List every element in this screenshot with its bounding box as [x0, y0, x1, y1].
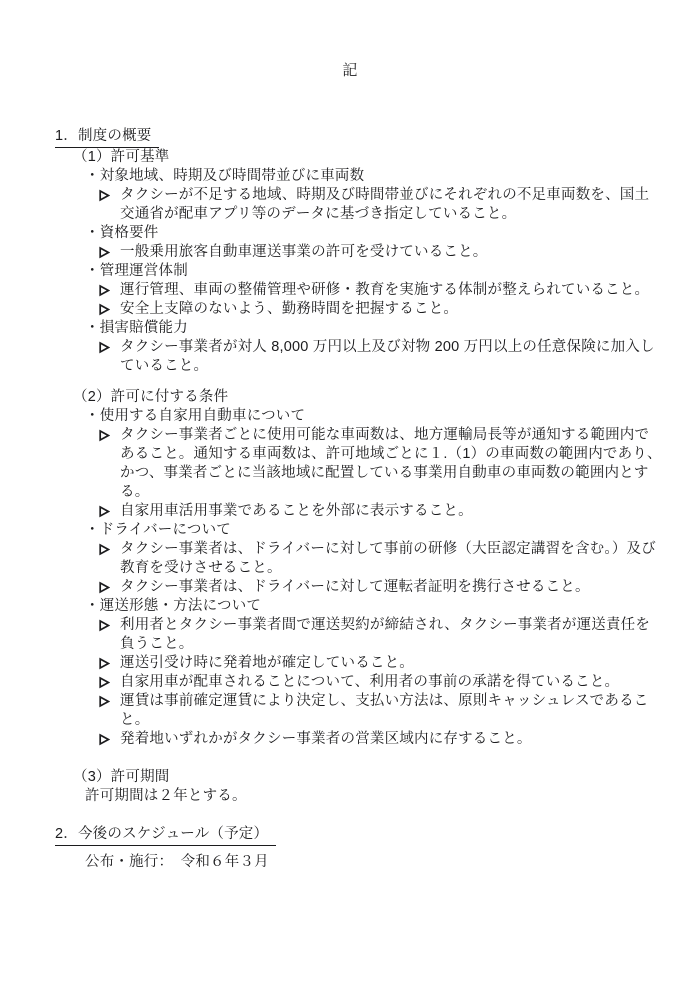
arrow-bullet-icon	[98, 284, 110, 297]
arrow-list-item	[98, 281, 700, 300]
arrow-bullet-icon	[98, 676, 110, 689]
continuation-line: る。	[120, 484, 150, 500]
arrow-bullet-icon	[98, 581, 110, 594]
arrow-item-text: 運賃は事前確定運賃により決定し、支払い方法は、原則キャッシュレスであるこ	[120, 693, 649, 709]
arrow-item-text: 発着地いずれかがタクシー事業者の営業区域内に存すること。	[120, 731, 532, 747]
arrow-item-text: 安全上支障のないよう、勤務時間を把握すること。	[120, 301, 459, 317]
continuation-line: 交通省が配車アプリ等のデータに基づき指定していること。	[120, 206, 517, 222]
arrow-bullet-icon	[98, 695, 110, 708]
section-2-heading	[55, 825, 700, 846]
arrow-bullet-icon	[98, 619, 110, 632]
bullet-line: ・対象地域、時期及び時間帯並びに車両数	[85, 168, 365, 184]
arrow-bullet-icon	[98, 341, 110, 354]
arrow-list-item	[98, 186, 700, 205]
arrow-item-text: タクシー事業者は、ドライバーに対して事前の研修（大臣認定講習を含む。）及び	[120, 541, 656, 557]
arrow-item-text: 自家用車活用事業であることを外部に表示すること。	[120, 503, 473, 519]
body-line: 公布・施行： 令和６年３月	[85, 854, 269, 870]
continuation-line: かつ、事業者ごとに当該地域に配置している事業用自動車の車両数の範囲内とす	[120, 465, 649, 481]
continuation-line: 負うこと。	[120, 636, 194, 652]
arrow-item-text: タクシー事業者は、ドライバーに対して運転者証明を携行させること。	[120, 579, 590, 595]
arrow-list-item	[98, 502, 700, 521]
arrow-bullet-icon	[98, 303, 110, 316]
section-2-heading-text: 2．今後のスケジュール（予定）	[55, 825, 276, 846]
arrow-list-item	[98, 654, 700, 673]
arrow-bullet-icon	[98, 429, 110, 442]
continuation-line: と。	[120, 712, 150, 728]
continuation-line: ていること。	[120, 358, 209, 374]
arrow-list-item	[98, 300, 700, 319]
continuation-line: 教育を受けさせること。	[120, 560, 282, 576]
bullet-line: ・管理運営体制	[85, 263, 188, 279]
subsection-1-heading: （1）許可基準	[73, 149, 170, 165]
arrow-list-item	[98, 243, 700, 262]
arrow-list-item	[98, 338, 700, 357]
arrow-list-item	[98, 673, 700, 692]
arrow-bullet-icon	[98, 733, 110, 746]
arrow-item-text: タクシー事業者が対人 8,000 万円以上及び対物 200 万円以上の任意保険に加入し	[120, 339, 655, 355]
arrow-bullet-icon	[98, 657, 110, 670]
subsection-3-heading: （3）許可期間	[73, 769, 170, 785]
arrow-list-item	[98, 578, 700, 597]
subsection-2-heading: （2）許可に付する条件	[73, 389, 229, 405]
bullet-line: ・ドライバーについて	[85, 522, 231, 538]
arrow-item-text: 自家用車が配車されることについて、利用者の事前の承諾を得ていること。	[120, 674, 620, 690]
doc-title: 記	[342, 62, 358, 79]
arrow-list-item	[98, 692, 700, 711]
arrow-item-text: 運行管理、車両の整備管理や研修・教育を実施する体制が整えられていること。	[120, 282, 650, 298]
bullet-line: ・使用する自家用自動車について	[85, 408, 306, 424]
arrow-list-item	[98, 616, 700, 635]
arrow-bullet-icon	[98, 246, 110, 259]
arrow-list-item	[98, 540, 700, 559]
bullet-line: ・損害賠償能力	[85, 320, 188, 336]
arrow-item-text: 一般乗用旅客自動車運送事業の許可を受けていること。	[120, 244, 488, 260]
bullet-line: ・資格要件	[85, 225, 159, 241]
bullet-line: ・運送形態・方法について	[85, 598, 262, 614]
body-line: 許可期間は２年とする。	[85, 788, 247, 804]
arrow-item-text: 運送引受け時に発着地が確定していること。	[120, 655, 414, 671]
section-1-heading	[55, 127, 700, 148]
arrow-list-item	[98, 426, 700, 445]
section-1-heading-text: 1．制度の概要	[55, 127, 159, 148]
arrow-list-item	[98, 730, 700, 749]
arrow-bullet-icon	[98, 543, 110, 556]
arrow-bullet-icon	[98, 505, 110, 518]
continuation-line: あること。通知する車両数は、許可地域ごとに１.（1）の車両数の範囲内であり、	[120, 446, 662, 462]
arrow-item-text: タクシー事業者ごとに使用可能な車両数は、地方運輸局長等が通知する範囲内で	[120, 427, 650, 443]
arrow-bullet-icon	[98, 189, 110, 202]
arrow-item-text: タクシーが不足する地域、時期及び時間帯並びにそれぞれの不足車両数を、国土	[120, 187, 650, 203]
arrow-item-text: 利用者とタクシー事業者間で運送契約が締結され、タクシー事業者が運送責任を	[120, 617, 651, 633]
